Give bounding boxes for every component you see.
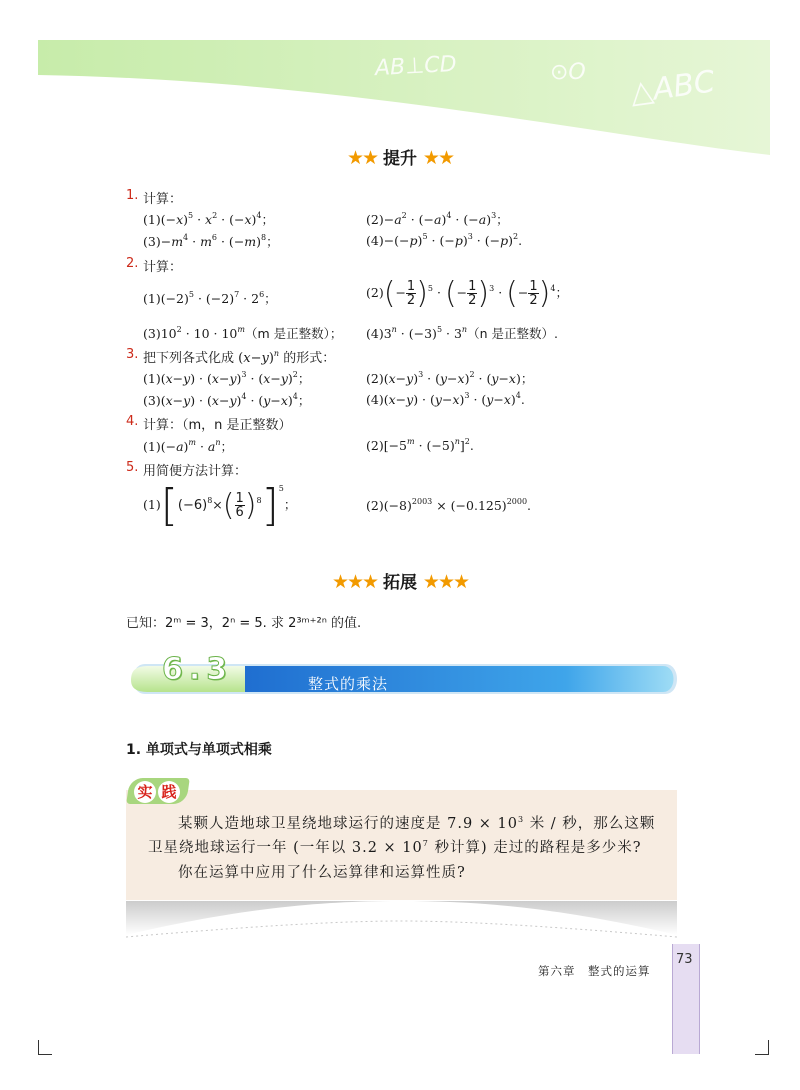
problem-title: 用简便方法计算： — [143, 464, 248, 479]
banner-title: 整式的乘法 — [308, 675, 389, 693]
problem-1-2: $(2)-a^2 \cdot (-a)^4 \cdot (-a)^3$； — [366, 211, 509, 227]
chapter-footer: 第六章 整式的运算 — [538, 964, 651, 978]
problem-number: 5. — [126, 460, 139, 475]
problem-2-2: (2)(− $\frac{1}{2}$ )$^5$ · (− $\frac{1}{2}$ )$^3$ · (− $\frac{1}{2}$ )$^4$； — [366, 276, 568, 311]
problem-3-title-a: 把下列各式化成 — [143, 351, 235, 366]
problem-number: 4. — [126, 414, 139, 429]
section-expand-label: 拓展 — [383, 573, 417, 593]
practice-line-1-a: 某颗人造地球卫星绕地球运行的速度是 7.9 × 10 — [178, 816, 518, 832]
section-title-improve — [0, 144, 800, 169]
problem-2-3-note: （m 是正整数）； — [244, 326, 343, 341]
problem-5-2: $(2)(-8)^{2003} \times (-0.125)^{2000}$. — [366, 497, 532, 513]
problem-2-4: $(4)3^n \cdot (-3)^5 \cdot 3^n(n$ 是正整数）. — [366, 325, 558, 341]
problem-5-1: $(1)[(-6)^8\times$( $\frac{1}{6}$ )$^8$]$^5$； — [143, 480, 297, 531]
problem-2-3: $(3)10^2 \cdot 10 \cdot 10^m(m$ 是正整数）； — [143, 325, 343, 341]
problem-3-3: $(3)(x-y) \cdot (x-y)^4 \cdot (y-x)^4$； — [143, 392, 311, 408]
problem-number: 3. — [126, 347, 139, 362]
fan-decoration — [126, 897, 677, 947]
star-icon: ★★ — [347, 147, 378, 169]
subsection-title: 1. 单项式与单项式相乘 — [126, 742, 272, 758]
expand-problem: 已知：2ᵐ = 3，2ⁿ = 5. 求 2³ᵐ⁺²ⁿ 的值. — [126, 616, 362, 631]
problem-4-1: $(1)(-a)^m \cdot a^n$； — [143, 438, 234, 454]
problem-title: 计算：（m，n 是正整数） — [143, 418, 292, 433]
practice-tag-char-2: 践 — [158, 781, 180, 803]
practice-line-1-b: 米 / 秒，那么这颗 — [524, 816, 656, 832]
practice-line-1 — [178, 812, 655, 833]
section-improve-label: 提升 — [383, 149, 417, 169]
practice-line-3: 你在运算中应用了什么运算律和运算性质? — [178, 865, 466, 881]
problem-number: 1. — [126, 188, 139, 203]
practice-line-2 — [148, 836, 642, 857]
problem-1-1: $(1)(-x)^5 \cdot x^2 \cdot (-x)^4$； — [143, 211, 275, 227]
problem-title: 计算： — [143, 192, 183, 207]
practice-tag-char-1: 实 — [134, 781, 156, 803]
problem-3-2: $(2)(x-y)^3 \cdot (y-x)^2 \cdot (y-x)$； — [366, 370, 534, 386]
star-icon: ★★★ — [422, 571, 469, 593]
star-icon: ★★★ — [331, 571, 378, 593]
problem-3-1: $(1)(x-y) \cdot (x-y)^3 \cdot (x-y)^2$； — [143, 370, 311, 386]
header-deco-perpendicular: AB⊥CD — [374, 51, 458, 82]
problem-title: 把下列各式化成 $(x-y)^n$ 的形式： — [143, 349, 336, 366]
practice-line-2-a: 卫星绕地球运行一年 (一年以 3.2 × 10 — [148, 840, 423, 856]
practice-line-2-b: 秒计算) 走过的路程是多少米? — [428, 840, 642, 856]
practice-line-1-exp: 3 — [518, 815, 525, 824]
header-deco-triangle: △ABC — [627, 64, 718, 111]
banner-number: 6.3 — [162, 652, 234, 687]
problem-number: 2. — [126, 256, 139, 271]
crop-mark-bottom-right-v — [768, 1040, 769, 1054]
problem-2-4-note: （n 是正整数）. — [467, 326, 558, 341]
section-title-expand — [0, 568, 800, 593]
problem-3-4: $(4)(x-y) \cdot (y-x)^3 \cdot (y-x)^4$. — [366, 391, 525, 407]
problem-3-title-b: 的形式： — [283, 351, 336, 366]
practice-line-2-exp: 7 — [422, 839, 429, 848]
problem-title: 计算： — [143, 260, 183, 275]
crop-mark-bottom-right-h — [755, 1054, 769, 1055]
problem-1-3: $(3)-m^4 \cdot m^6 \cdot (-m)^8$； — [143, 233, 279, 249]
problem-2-1: $(1)(-2)^5 \cdot (-2)^7 \cdot 2^6$； — [143, 290, 277, 306]
problem-4-2: $(2)[-5^m \cdot (-5)^n]^2$. — [366, 437, 474, 453]
crop-mark-bottom-left-h — [38, 1054, 52, 1055]
crop-mark-bottom-left-v — [38, 1040, 39, 1054]
star-icon: ★★ — [422, 147, 453, 169]
header-deco-circle: ⊙O — [550, 60, 586, 85]
page-number: 73 — [676, 952, 693, 967]
problem-1-4: $(4)-(-p)^5 \cdot (-p)^3 \cdot (-p)^2$. — [366, 232, 523, 248]
